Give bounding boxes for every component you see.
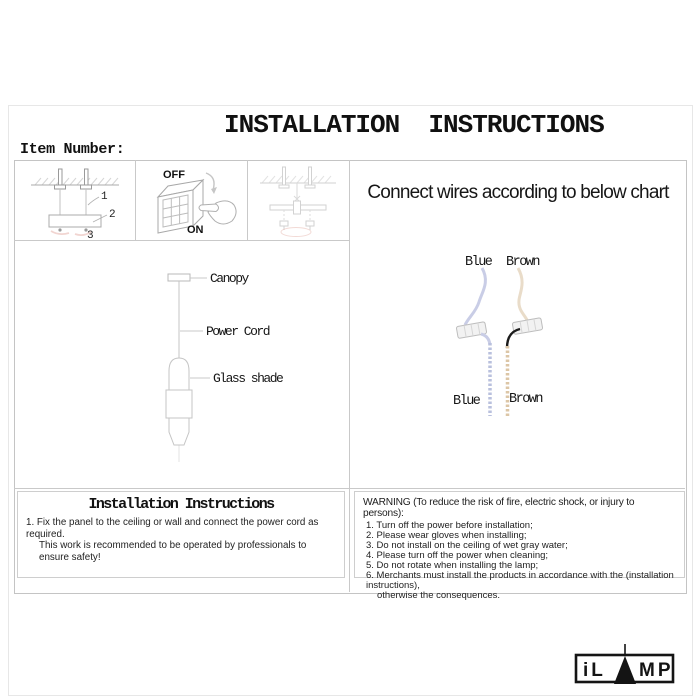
step-number-3: 3 xyxy=(87,230,94,240)
page-title: INSTALLATION INSTRUCTIONS xyxy=(224,110,604,140)
brown-wire-top xyxy=(518,268,527,320)
mounting-bracket xyxy=(49,215,101,227)
toggle-arrow-icon xyxy=(206,173,214,190)
warning-item: 5. Do not rotate when installing the lamp; xyxy=(366,560,539,572)
ilamp-logo xyxy=(570,633,690,693)
step-number-1: 1 xyxy=(101,191,108,203)
wire-connector-icon xyxy=(456,322,487,339)
brown-label-top: Brown xyxy=(506,255,540,270)
warning-item: 4. Please turn off the power when cleaning; xyxy=(366,550,549,562)
ceiling-mount-step-diagram xyxy=(15,161,135,240)
anchor-bolt-icon xyxy=(55,169,92,189)
red-highlight-ellipse xyxy=(281,228,311,237)
switch-off-label: OFF xyxy=(163,169,185,181)
warning-item: 1. Turn off the power before installation; xyxy=(366,520,533,531)
step-number-2: 2 xyxy=(109,209,116,221)
glass-shade-label: Glass shade xyxy=(213,371,283,386)
blue-wire-top xyxy=(465,268,485,325)
center-hook xyxy=(294,183,300,202)
warning-heading: WARNING (To reduce the risk of fire, electric shock, or injury to persons): xyxy=(363,497,635,519)
pointing-hand-icon xyxy=(199,201,236,224)
switch-on-label: ON xyxy=(187,224,204,236)
installation-step-1: 1. Fix the panel to the ceiling or wall and connect the power cord as required. xyxy=(26,517,319,540)
toggle-arrow-head xyxy=(211,187,217,194)
lamp-parts-diagram xyxy=(14,240,350,490)
power-switch-diagram xyxy=(136,161,247,240)
warning-item: 6. Merchants must install the products in accordance with the (installation instructions), xyxy=(366,570,674,592)
logo-text-left: iL xyxy=(583,660,606,681)
ceiling-bracket-diagram xyxy=(248,161,349,240)
glass-shade-shape xyxy=(166,358,192,445)
canopy-label: Canopy xyxy=(210,271,248,286)
wiring-diagram xyxy=(349,230,686,430)
item-number-label: Item Number: xyxy=(20,141,125,158)
brown-label-bottom: Brown xyxy=(509,392,543,407)
red-highlight-marks xyxy=(51,231,91,235)
ceiling-hatch xyxy=(35,178,118,185)
warning-item: 3. Do not install on the ceiling of wet gray water; xyxy=(366,540,568,552)
canopy-shape xyxy=(168,274,190,281)
screw-icon xyxy=(58,228,61,231)
warning-item: 2. Please wear gloves when installing; xyxy=(366,530,527,542)
bracket-hub xyxy=(294,201,301,214)
installation-instructions-heading: Installation Instructions xyxy=(88,496,274,513)
warning-section xyxy=(354,491,685,602)
warning-item-continuation: otherwise the consequences. xyxy=(377,590,501,602)
ceiling-hatch xyxy=(262,176,331,183)
installation-instructions-section xyxy=(17,491,345,578)
wire-connector-icon xyxy=(512,318,543,335)
blue-label-top: Blue xyxy=(465,255,492,270)
power-cord-label: Power Cord xyxy=(206,324,270,339)
logo-text-right: MP xyxy=(639,660,674,681)
blue-label-bottom: Blue xyxy=(453,394,480,409)
installation-step-1-continued: This work is recommended to be operated by professionals to ensure safety! xyxy=(39,540,307,563)
wiring-heading: Connect wires according to below chart xyxy=(367,182,669,203)
hanging-rods xyxy=(60,189,86,215)
